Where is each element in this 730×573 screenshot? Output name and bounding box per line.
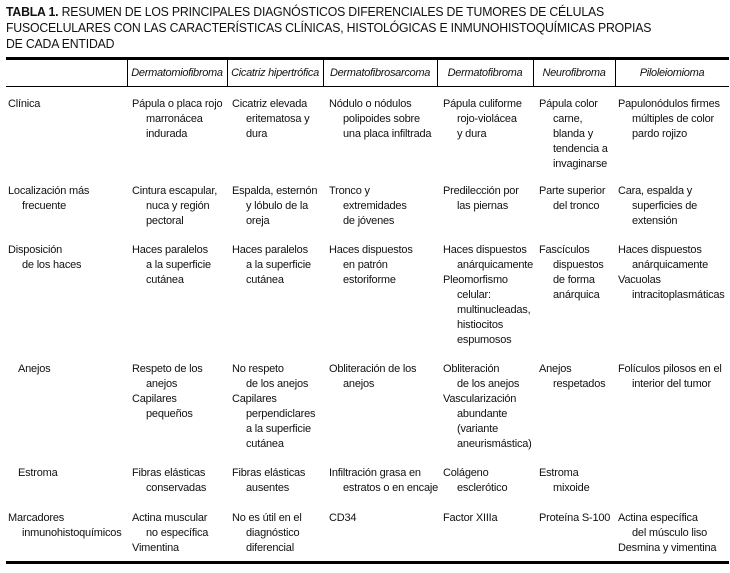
caption-line-2: FUSOCELULARES CON LAS CARACTERÍSTICAS CLÍNICAS, HISTOLÓGICAS E INMUNOHISTOQUÍMICAS PROPIAS [6,20,652,35]
table-cell [618,184,697,229]
cell-line: carne, [553,113,583,125]
cell-line: Estroma [539,467,579,479]
cell-line: Capilares [132,393,177,405]
table-cell [539,97,608,172]
cell-line: Obliteración de los [329,363,417,375]
cell-line: esclerótico [457,482,508,494]
cell-line: respetados [553,378,606,390]
table-cell [618,362,722,392]
row-label [8,243,81,273]
row-label [8,97,40,112]
cell-line: anárquica [553,289,600,301]
cell-line: Haces dispuestos [329,244,413,256]
table-caption [6,4,676,52]
cell-line: nuca y región [146,200,210,212]
cell-line: Predilección por [443,185,519,197]
column-header: Dermatofibrosarcoma [329,67,431,79]
cell-line: pequeños [146,408,193,420]
cell-line: Infiltración grasa en [329,467,421,479]
table-cell [132,184,217,229]
cell-line: No es útil en el [232,512,302,524]
cell-line: Pápula color [539,98,598,110]
table-cell [443,97,522,142]
cell-line: Tronco y [329,185,370,197]
table-cell [232,362,315,452]
cell-line: Capilares [232,393,277,405]
cell-line: Anejos [539,363,572,375]
table-cell [618,243,725,303]
cell-line: del tronco [553,200,600,212]
table-cell [443,511,497,526]
cell-line: marronácea [146,113,203,125]
cell-line: espumosos [457,334,512,346]
caption-line-3: DE CADA ENTIDAD [6,36,115,51]
caption-line-1: TABLA 1. RESUMEN DE LOS PRINCIPALES DIAGNÓSTICOS DIFERENCIALES DE TUMORES DE CÉLULAS [6,4,604,19]
table-cell [443,466,507,496]
cell-line: inmunohistoquímicos [22,527,122,539]
table-cell [329,362,416,392]
cell-line: mixoide [553,482,590,494]
cell-line: y lóbulo de la [246,200,309,212]
cell-line: CD34 [329,512,357,524]
cell-line: Actina específica [618,512,698,524]
column-header: Cicatriz hipertrófica [231,67,319,79]
cell-line: Factor XIIIa [443,512,498,524]
cell-line: Haces dispuestos [443,244,527,256]
cell-line: Vacuolas [618,274,661,286]
cell-line: Vascularización [443,393,517,405]
table-cell [329,243,413,288]
cell-line: y dura [457,128,487,140]
cell-line: no específica [146,527,209,539]
cell-line: conservadas [146,482,207,494]
table-cell [232,97,309,142]
table-cell [232,466,305,496]
table-cell [132,243,211,288]
cell-line: No respeto [232,363,284,375]
cell-line: Proteína S-100 [539,512,611,524]
cell-line: histiocitos [457,319,504,331]
cell-line: dispuestos [553,259,604,271]
cell-line: polipoides sobre [343,113,420,125]
cell-line: anárquicamente [632,259,709,271]
cell-line: a la superficie [246,259,311,271]
cell-line: de los anejos [246,378,309,390]
column-header: Piloleiomioma [639,67,705,79]
cell-line: cutánea [246,438,284,450]
cell-line: Disposición [8,244,63,256]
table-cell [232,511,302,556]
cell-line: anárquicamente [457,259,534,271]
row-label [18,362,50,377]
cell-line: oreja [246,215,270,227]
table-cell [618,511,716,556]
table-cell [132,362,203,422]
cell-line: interior del tumor [632,378,711,390]
table-cell [329,511,356,526]
cell-line: las piernas [457,200,508,212]
cell-line: Colágeno [443,467,489,479]
cell-line: estoriforme [343,274,396,286]
table-cell [539,184,605,214]
column-header: Dermatofibroma [447,67,523,79]
cell-line: Fibras elásticas [232,467,306,479]
cell-line: intracitoplasmáticas [632,289,725,301]
table-cell [539,511,610,526]
table-cell [539,466,590,496]
table-label: TABLA 1. [6,4,59,19]
table-cell [232,243,311,288]
cell-line: Pápula o placa rojo [132,98,223,110]
cell-line: cutánea [146,274,184,286]
cell-line: de jóvenes [343,215,395,227]
cell-line: Marcadores [8,512,65,524]
cell-line: anejos [343,378,375,390]
column-header: Neurofibroma [542,67,606,79]
cell-line: Haces paralelos [232,244,308,256]
cell-line: Cintura escapular, [132,185,218,197]
table-cell [539,243,604,303]
cell-line: múltiples de color [632,113,714,125]
cell-line: Papulonódulos firmes [618,98,720,110]
row-label [18,466,58,481]
cell-line: Cara, espalda y [618,185,693,197]
table-cell [443,184,519,214]
cell-line: aneurismástica) [457,438,532,450]
cell-line: Estroma [18,467,58,479]
table-cell [329,97,431,142]
cell-line: rojo-violácea [457,113,517,125]
cell-line: pectoral [146,215,184,227]
cell-line: Nódulo o nódulos [329,98,412,110]
table-cell [443,243,533,348]
cell-line: eritematosa y [246,113,310,125]
cell-line: Folículos pilosos en el [618,363,722,375]
cell-line: pardo rojizo [632,128,688,140]
cell-line: extensión [632,215,678,227]
cell-line: extremidades [343,200,407,212]
cell-line: Desmina y vimentina [618,542,717,554]
cell-line: perpendiclares [246,408,316,420]
cell-line: tendencia a [553,143,608,155]
cell-line: Respeto de los [132,363,203,375]
cell-line: frecuente [22,200,67,212]
table-cell [132,466,206,496]
table-cell [329,466,438,496]
table-cell [132,511,208,556]
column-header: Dermatomiofibroma [131,67,223,79]
table-bottom-rule [6,561,729,564]
cell-line: multinucleadas, [457,304,531,316]
cell-line: celular: [457,289,491,301]
cell-line: anejos [146,378,178,390]
table-cell [329,184,407,229]
cell-line: Anejos [18,363,51,375]
cell-line: cutánea [246,274,284,286]
cell-line: a la superficie [146,259,211,271]
table-header-rule [6,86,729,87]
cell-line: dura [246,128,268,140]
cell-line: superficies de [632,200,698,212]
cell-line: diagnóstico [246,527,300,539]
table-cell [132,97,222,142]
cell-line: Haces paralelos [132,244,208,256]
cell-line: indurada [146,128,188,140]
cell-line: Espalda, esternón [232,185,318,197]
cell-line: Localización más [8,185,90,197]
cell-line: Pleomorfismo [443,274,508,286]
cell-line: de los haces [22,259,82,271]
cell-line: Fibras elásticas [132,467,206,479]
cell-line: a la superficie [246,423,311,435]
table-cell [232,184,317,229]
cell-line: estratos o en encaje [343,482,439,494]
cell-line: blanda y [553,128,593,140]
table-cell [539,362,605,392]
cell-line: de los anejos [457,378,520,390]
cell-line: Obliteración [443,363,500,375]
cell-line: invaginarse [553,158,608,170]
cell-line: ausentes [246,482,290,494]
cell-line: Parte superior [539,185,606,197]
cell-line: (variante [457,423,498,435]
cell-line: en patrón [343,259,388,271]
header-cell-empty [6,60,127,86]
cell-line: Haces dispuestos [618,244,702,256]
cell-line: Clínica [8,98,41,110]
cell-line: Actina muscular [132,512,208,524]
cell-line: una placa infiltrada [343,128,432,140]
cell-line: abundante [457,408,508,420]
cell-line: Vimentina [132,542,179,554]
cell-line: diferencial [246,542,294,554]
cell-line: Pápula culiforme [443,98,522,110]
table-cell [443,362,532,452]
table-cell [618,97,720,142]
cell-line: Cicatriz elevada [232,98,308,110]
cell-line: Fascículos [539,244,590,256]
cell-line: de forma [553,274,595,286]
cell-line: del músculo liso [632,527,708,539]
row-label [8,511,122,541]
row-label [8,184,89,214]
